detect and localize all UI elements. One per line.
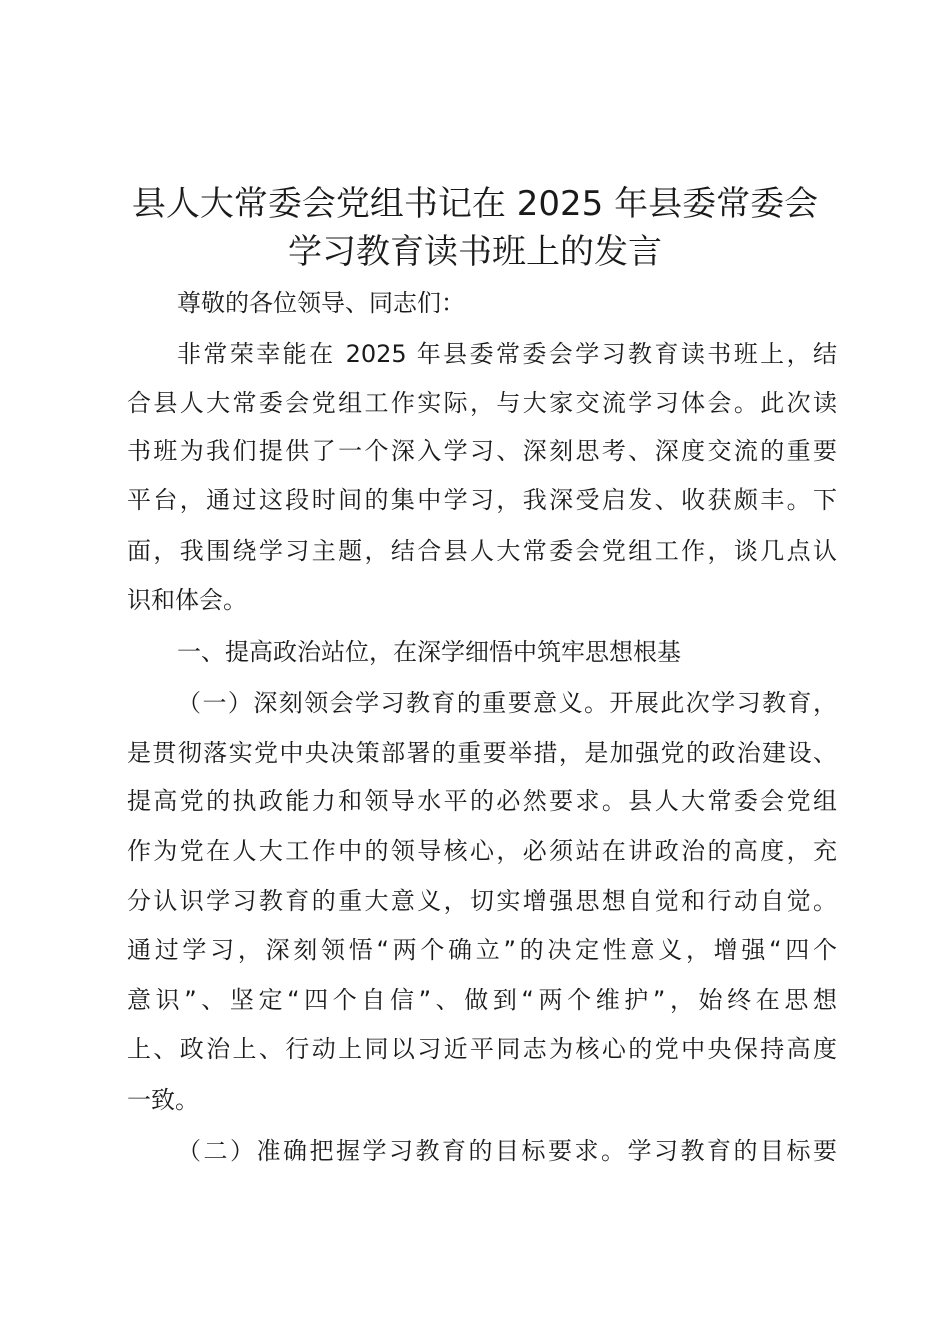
paragraph-line: 提高党的执政能力和领导水平的必然要求。县人大常委会党组 xyxy=(127,787,837,815)
paragraph-line: 上、政治上、行动上同以习近平同志为核心的党中央保持高度 xyxy=(127,1035,837,1063)
subsection-heading-line: （一）深刻领会学习教育的重要意义。开展此次学习教育， xyxy=(177,689,837,717)
section-heading: 一、提高政治站位，在深学细悟中筑牢思想根基 xyxy=(177,638,681,666)
paragraph-line: 是贯彻落实党中央决策部署的重要举措，是加强党的政治建设、 xyxy=(127,739,837,767)
paragraph-line: 面，我围绕学习主题，结合县人大常委会党组工作，谈几点认 xyxy=(127,537,837,565)
paragraph-line: 平台，通过这段时间的集中学习，我深受启发、收获颇丰。下 xyxy=(127,486,837,514)
paragraph-line: 作为党在人大工作中的领导核心，必须站在讲政治的高度，充 xyxy=(127,837,837,865)
paragraph-line: 识和体会。 xyxy=(127,586,247,614)
document-title-line-1: 县人大常委会党组书记在 2025 年县委常委会 xyxy=(131,184,819,224)
paragraph-line: 通过学习，深刻领悟“两个确立”的决定性意义，增强“四个 xyxy=(127,936,837,964)
subsection-heading-line: （二）准确把握学习教育的目标要求。学习教育的目标要 xyxy=(177,1137,837,1165)
document-title-line-2: 学习教育读书班上的发言 xyxy=(288,232,662,272)
paragraph-line: 非常荣幸能在 2025 年县委常委会学习教育读书班上，结 xyxy=(177,340,837,368)
paragraph-line: 分认识学习教育的重大意义，切实增强思想自觉和行动自觉。 xyxy=(127,887,837,915)
paragraph-line: 意识”、坚定“四个自信”、做到“两个维护”，始终在思想 xyxy=(127,986,837,1014)
salutation: 尊敬的各位领导、同志们： xyxy=(177,289,465,317)
paragraph-line: 一致。 xyxy=(127,1086,199,1114)
paragraph-line: 书班为我们提供了一个深入学习、深刻思考、深度交流的重要 xyxy=(127,437,837,465)
paragraph-line: 合县人大常委会党组工作实际，与大家交流学习体会。此次读 xyxy=(127,389,837,417)
